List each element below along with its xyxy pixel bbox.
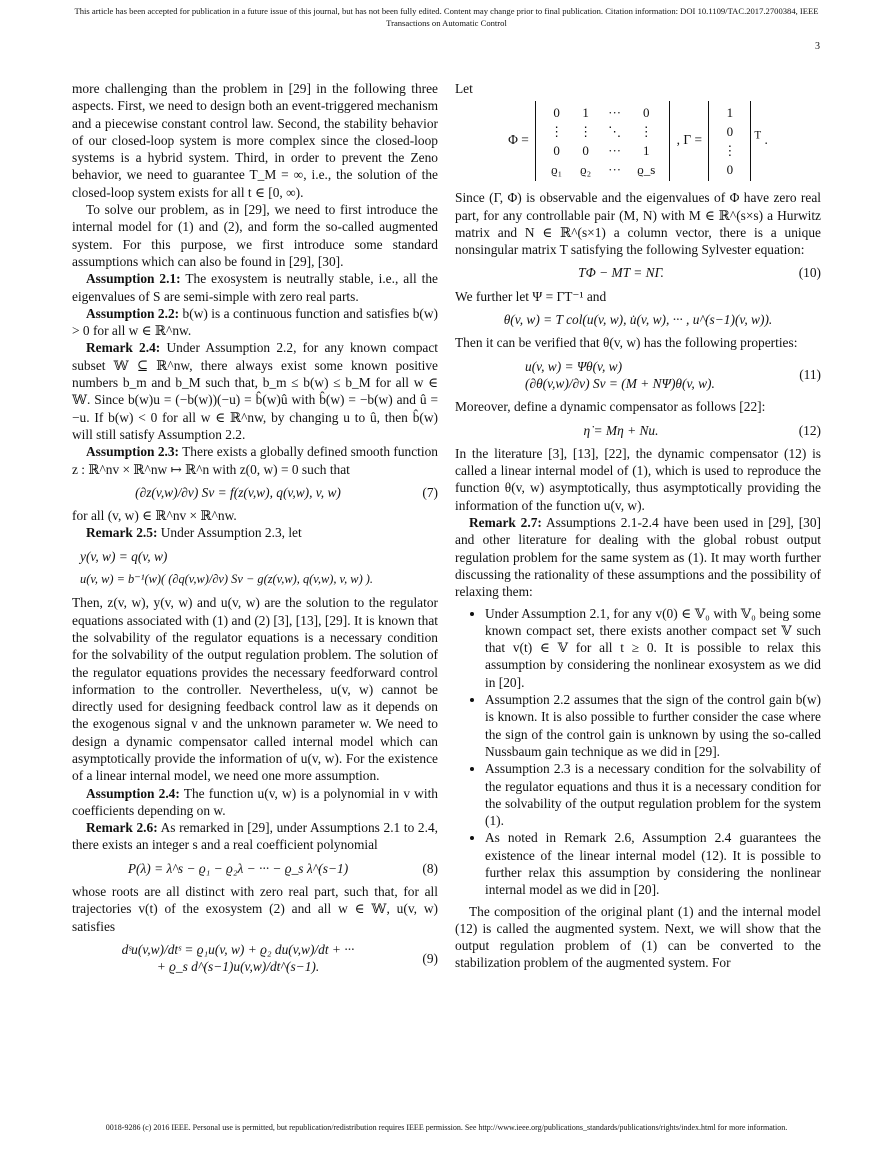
equation-8	[72, 860, 438, 877]
matrix-cell: ϱ₁	[551, 162, 563, 178]
paragraph: The composition of the original plant (1) and the internal model (12) is called the augmented system. Next, we will show that the output regulation problem of (1) can be converted to the stabilization problem of the augmented system. For	[455, 903, 821, 971]
equation-number: (8)	[422, 860, 438, 876]
paragraph: whose roots are all distinct with zero real part, such that, for all trajectories v(t) of the exosystem (2) and all w ∈ 𝕎, u(v, w) satisfies	[72, 884, 438, 934]
equation-y	[72, 548, 438, 565]
matrix-row	[542, 141, 663, 160]
paragraph: Let	[455, 81, 473, 96]
equation-number: (12)	[798, 422, 821, 438]
remark-label: Remark 2.5:	[86, 525, 158, 541]
matrix-cell: ϱ₂	[580, 162, 592, 178]
remark-label: Remark 2.7:	[469, 515, 542, 531]
assumption-label: Assumption 2.1:	[86, 271, 181, 287]
equation-body: η̇ = Mη + Nu.	[583, 422, 659, 438]
assumption-text: b(w) is a continuous function and satisfies b(w) > 0 for all w ∈ ℝ^nw.	[72, 305, 438, 339]
assumption-label: Assumption 2.3:	[86, 444, 180, 460]
equation-10	[455, 264, 821, 281]
equation-12	[455, 422, 821, 439]
matrix-row	[542, 103, 663, 122]
assumption-text: There exists a globally defined smooth function z : ℝ^nv × ℝ^nw ↦ ℝ^n with z(0, w) = 0 such that	[72, 444, 438, 477]
equation-body: (∂z(v,w)/∂v) Sv = f(z(v,w), q(v,w), v, w)	[135, 484, 341, 500]
matrix-cell: 0	[726, 124, 734, 140]
gamma-matrix-table	[715, 103, 744, 179]
assumption-label: Assumption 2.4:	[86, 785, 180, 801]
matrix-row	[715, 141, 744, 160]
equation-body: θ(v, w) = T col(u(v, w), u̇(v, w), ··· , u^(s−1)(v, w)).	[503, 312, 773, 328]
matrix-cell: 0	[553, 105, 560, 121]
matrix-cell: ϱ_s	[637, 162, 656, 178]
paragraph: In the literature [3], [13], [22], the dynamic compensator (12) is called a linear internal model of (1), which is used to reproduce the function θ(v, w) asymptotically, thus asymptotically providing the information of the function u(v, w).	[455, 445, 821, 513]
remark-2-5	[72, 524, 438, 541]
remark-label: Remark 2.4:	[86, 340, 161, 356]
journal-header	[0, 5, 893, 29]
phi-matrix	[535, 101, 670, 181]
assumption-2-4	[72, 785, 438, 820]
matrix-cell: 0	[582, 143, 589, 159]
equation-theta	[455, 311, 821, 328]
matrix-cell: ⋮	[579, 124, 593, 140]
list-item: • Assumption 2.3 is a necessary condition for the solvability of the regulator equations and thus it is a necessary condition for the solvability of the output regulation problem for the system (1).	[485, 760, 821, 829]
equation-line: dˢu(v,w)/dtˢ = ϱ₁u(v, w) + ϱ₂ du(v,w)/dt + ···	[121, 941, 355, 957]
equation-number: (9)	[422, 950, 438, 966]
equation-line: + ϱ_s d^(s−1)u(v,w)/dt^(s−1).	[156, 959, 320, 975]
left-column	[72, 80, 438, 982]
remark-2-7	[455, 514, 821, 600]
matrix-cell: 0	[553, 143, 560, 159]
page-number: 3	[815, 41, 820, 52]
header-line-2: Transactions on Automatic Control	[386, 18, 507, 28]
equation-body: TΦ − MT = NΓ.	[578, 265, 664, 281]
matrix-cell: ···	[608, 105, 622, 121]
paragraph: Then, z(v, w), y(v, w) and u(v, w) are the solution to the regulator equations associated with (1) and (2) [3], [13], [29]. It is known that the solvability of the regulator equations is a necessary condition for the solvability of the output regulation problem. The solution of the regulator equations provides the necessary feedforward control information to the controller. Nevertheless, u(v, w) cannot be directly used for designing feedback control law as it depends on the exogenous signal v and the unknown parameter w. We need to design a dynamic compensator called internal model which can asymptotically provide the information of u(v, w). For the existence of a linear internal model, we need one more assumption.	[72, 595, 438, 784]
assumption-2-3	[72, 443, 438, 478]
matrix-cell: 1	[726, 105, 734, 121]
equation-11	[455, 358, 821, 393]
remark-text: As remarked in [29], under Assumptions 2.1 to 2.4, there exists an integer s and a real coefficient polynomial	[72, 820, 438, 853]
remark-text: Under Assumption 2.3, let	[157, 525, 302, 541]
equation-body: y(v, w) = q(v, w)	[80, 548, 168, 564]
matrix-cell: 1	[582, 105, 589, 121]
equation-9	[72, 941, 438, 976]
matrix-cell: ···	[608, 162, 622, 178]
matrix-cell: ⋱	[608, 124, 622, 140]
remark-2-4	[72, 339, 438, 443]
equation-body: u(v, w) = b⁻¹(w)( (∂q(v,w)/∂v) Sv − g(z(v,w), q(v,w), v, w) ).	[80, 572, 374, 587]
matrix-row	[715, 122, 744, 141]
equation-number: (11)	[799, 367, 821, 383]
remark-text: Assumptions 2.1-2.4 have been used in [29], [30] and other literature for dealing with the global robust output regulation problem for the same system as (1). It may worth further discussing the rationality of these assumptions and the possibility of relaxing them:	[455, 515, 821, 600]
gamma-matrix	[708, 101, 751, 181]
paragraph: Then it can be verified that θ(v, w) has the following properties:	[455, 335, 798, 351]
matrix-row	[542, 122, 663, 141]
remark-label: Remark 2.6:	[86, 820, 158, 836]
assumption-2-2	[72, 305, 438, 340]
paragraph: for all (v, w) ∈ ℝ^nv × ℝ^nw.	[72, 508, 237, 524]
paragraph: Moreover, define a dynamic compensator as follows [22]:	[455, 399, 766, 415]
list-item: • As noted in Remark 2.6, Assumption 2.4 guarantees the existence of the linear internal model (12). It is possible to further relax this assumption by considering the nonlinear internal model as we did in [20].	[485, 829, 821, 898]
assumption-text: The exosystem is neutrally stable, i.e., all the eigenvalues of S are semi-simple with zero real parts.	[72, 271, 438, 304]
paragraph: To solve our problem, as in [29], we need to first introduce the internal model for (1) and (2), and form the so-called augmented system. For this purpose, we first introduce some standard assumptions which can also be found in [29], [30].	[72, 202, 438, 269]
matrix-cell: 1	[642, 143, 650, 159]
bullet-list	[455, 605, 821, 899]
matrix-cell: 0	[726, 162, 734, 178]
assumption-text: The function u(v, w) is a polynomial in v with coefficients depending on w.	[72, 785, 438, 818]
copyright-footer: 0018-9286 (c) 2016 IEEE. Personal use is permitted, but republication/redistribution requires IEEE permission. See http://www.ieee.org/publications_standards/publications/rights/index.html for more information.	[105, 1123, 788, 1132]
transpose-sup: T	[754, 129, 762, 142]
remark-2-6	[72, 819, 438, 854]
assumption-label: Assumption 2.2:	[86, 305, 180, 321]
equation-line: (∂θ(v,w)/∂v) Sv = (M + NΨ)θ(v, w).	[525, 375, 715, 391]
phi-label: Φ =	[508, 132, 529, 148]
equation-line: u(v, w) = Ψθ(v, w)	[525, 358, 623, 374]
paragraph: We further let Ψ = ΓT⁻¹ and	[455, 288, 607, 304]
equation-number: (7)	[422, 484, 438, 500]
matrix-row	[715, 103, 744, 122]
remark-text: Under Assumption 2.2, for any known compact subset 𝕎 ⊆ ℝ^nw, there always exist some known positive numbers b_m and b_M such that, b_m ≤ b(w) ≤ b_M for all w ∈ 𝕎. Since b(w)u = (−b(w))(−u) = b̂(w)û with b̂(w) = −b(w) and û = −u. If b(w) < 0 for all w ∈ ℝ^nw, by changing u to û, then b̂(w) will still satisfy Assumption 2.2.	[72, 340, 438, 442]
paragraph: more challenging than the problem in [29] in the following three aspects. First, we need to design both an event-triggered mechanism and a piecewise constant control law. Second, the stability behavior of our closed-loop system is more complex since the closed-loop systems is a hybrid system. Third, in order to prevent the Zeno behavior, we need to guarantee T_M = ∞, i.e., the solution of the closed-loop system exists for all t ∈ [0, ∞).	[72, 81, 438, 200]
matrix-cell: 0	[642, 105, 650, 121]
list-item: • Assumption 2.2 assumes that the sign of the control gain b(w) is known. It is also possible to further consider the case where the sign of the control gain is unknown by using the so-called Nussbaum gain technique as we did in [29].	[485, 691, 821, 760]
phi-matrix-table	[542, 103, 663, 179]
matrix-cell: ⋮	[723, 143, 737, 159]
equation-body: P(λ) = λ^s − ϱ₁ − ϱ₂λ − ··· − ϱ_s λ^(s−1)	[127, 860, 349, 876]
list-item: • Under Assumption 2.1, for any v(0) ∈ 𝕍₀ with 𝕍₀ being some known compact set, there exists another compact set 𝕍 such that v(t) ∈ 𝕍 for all t ≥ 0. It is possible to relax this assumption by considering the nonlinear exosystem as we did in [20].	[485, 605, 821, 691]
matrix-cell: ⋮	[550, 124, 564, 140]
equation-number: (10)	[798, 265, 821, 281]
assumption-2-1	[72, 270, 438, 305]
equation-u	[72, 571, 438, 588]
matrix-row	[715, 160, 744, 179]
matrix-row	[542, 160, 663, 179]
paragraph: Since (Γ, Φ) is observable and the eigenvalues of Φ have zero real part, for any controllable pair (M, N) with M ∈ ℝ^(s×s) a Hurwitz matrix and N ∈ ℝ^(s×1) a column vector, there is a unique nonsingular matrix T satisfying the following Sylvester equation:	[455, 190, 821, 258]
gamma-label: , Γ =	[676, 132, 703, 148]
header-line-1: This article has been accepted for publication in a future issue of this journal, but has not been fully edited. Content may change prior to final publication. Citation information: DOI 10.1109/TAC.2017.2700384, IEEE	[74, 6, 819, 16]
equation-7	[72, 484, 438, 501]
matrix-equation: Φ = 0 1 ··· 0 ⋮ ⋮ ⋱ ⋮ 0 0 ··· 1 ϱ₁ ϱ₂ ··· ϱ_s , Γ = 1 0 ⋮ 0 $^T$ .	[455, 101, 821, 181]
right-column	[455, 80, 821, 972]
matrix-cell: ⋮	[639, 124, 653, 140]
matrix-cell: ···	[608, 143, 622, 159]
